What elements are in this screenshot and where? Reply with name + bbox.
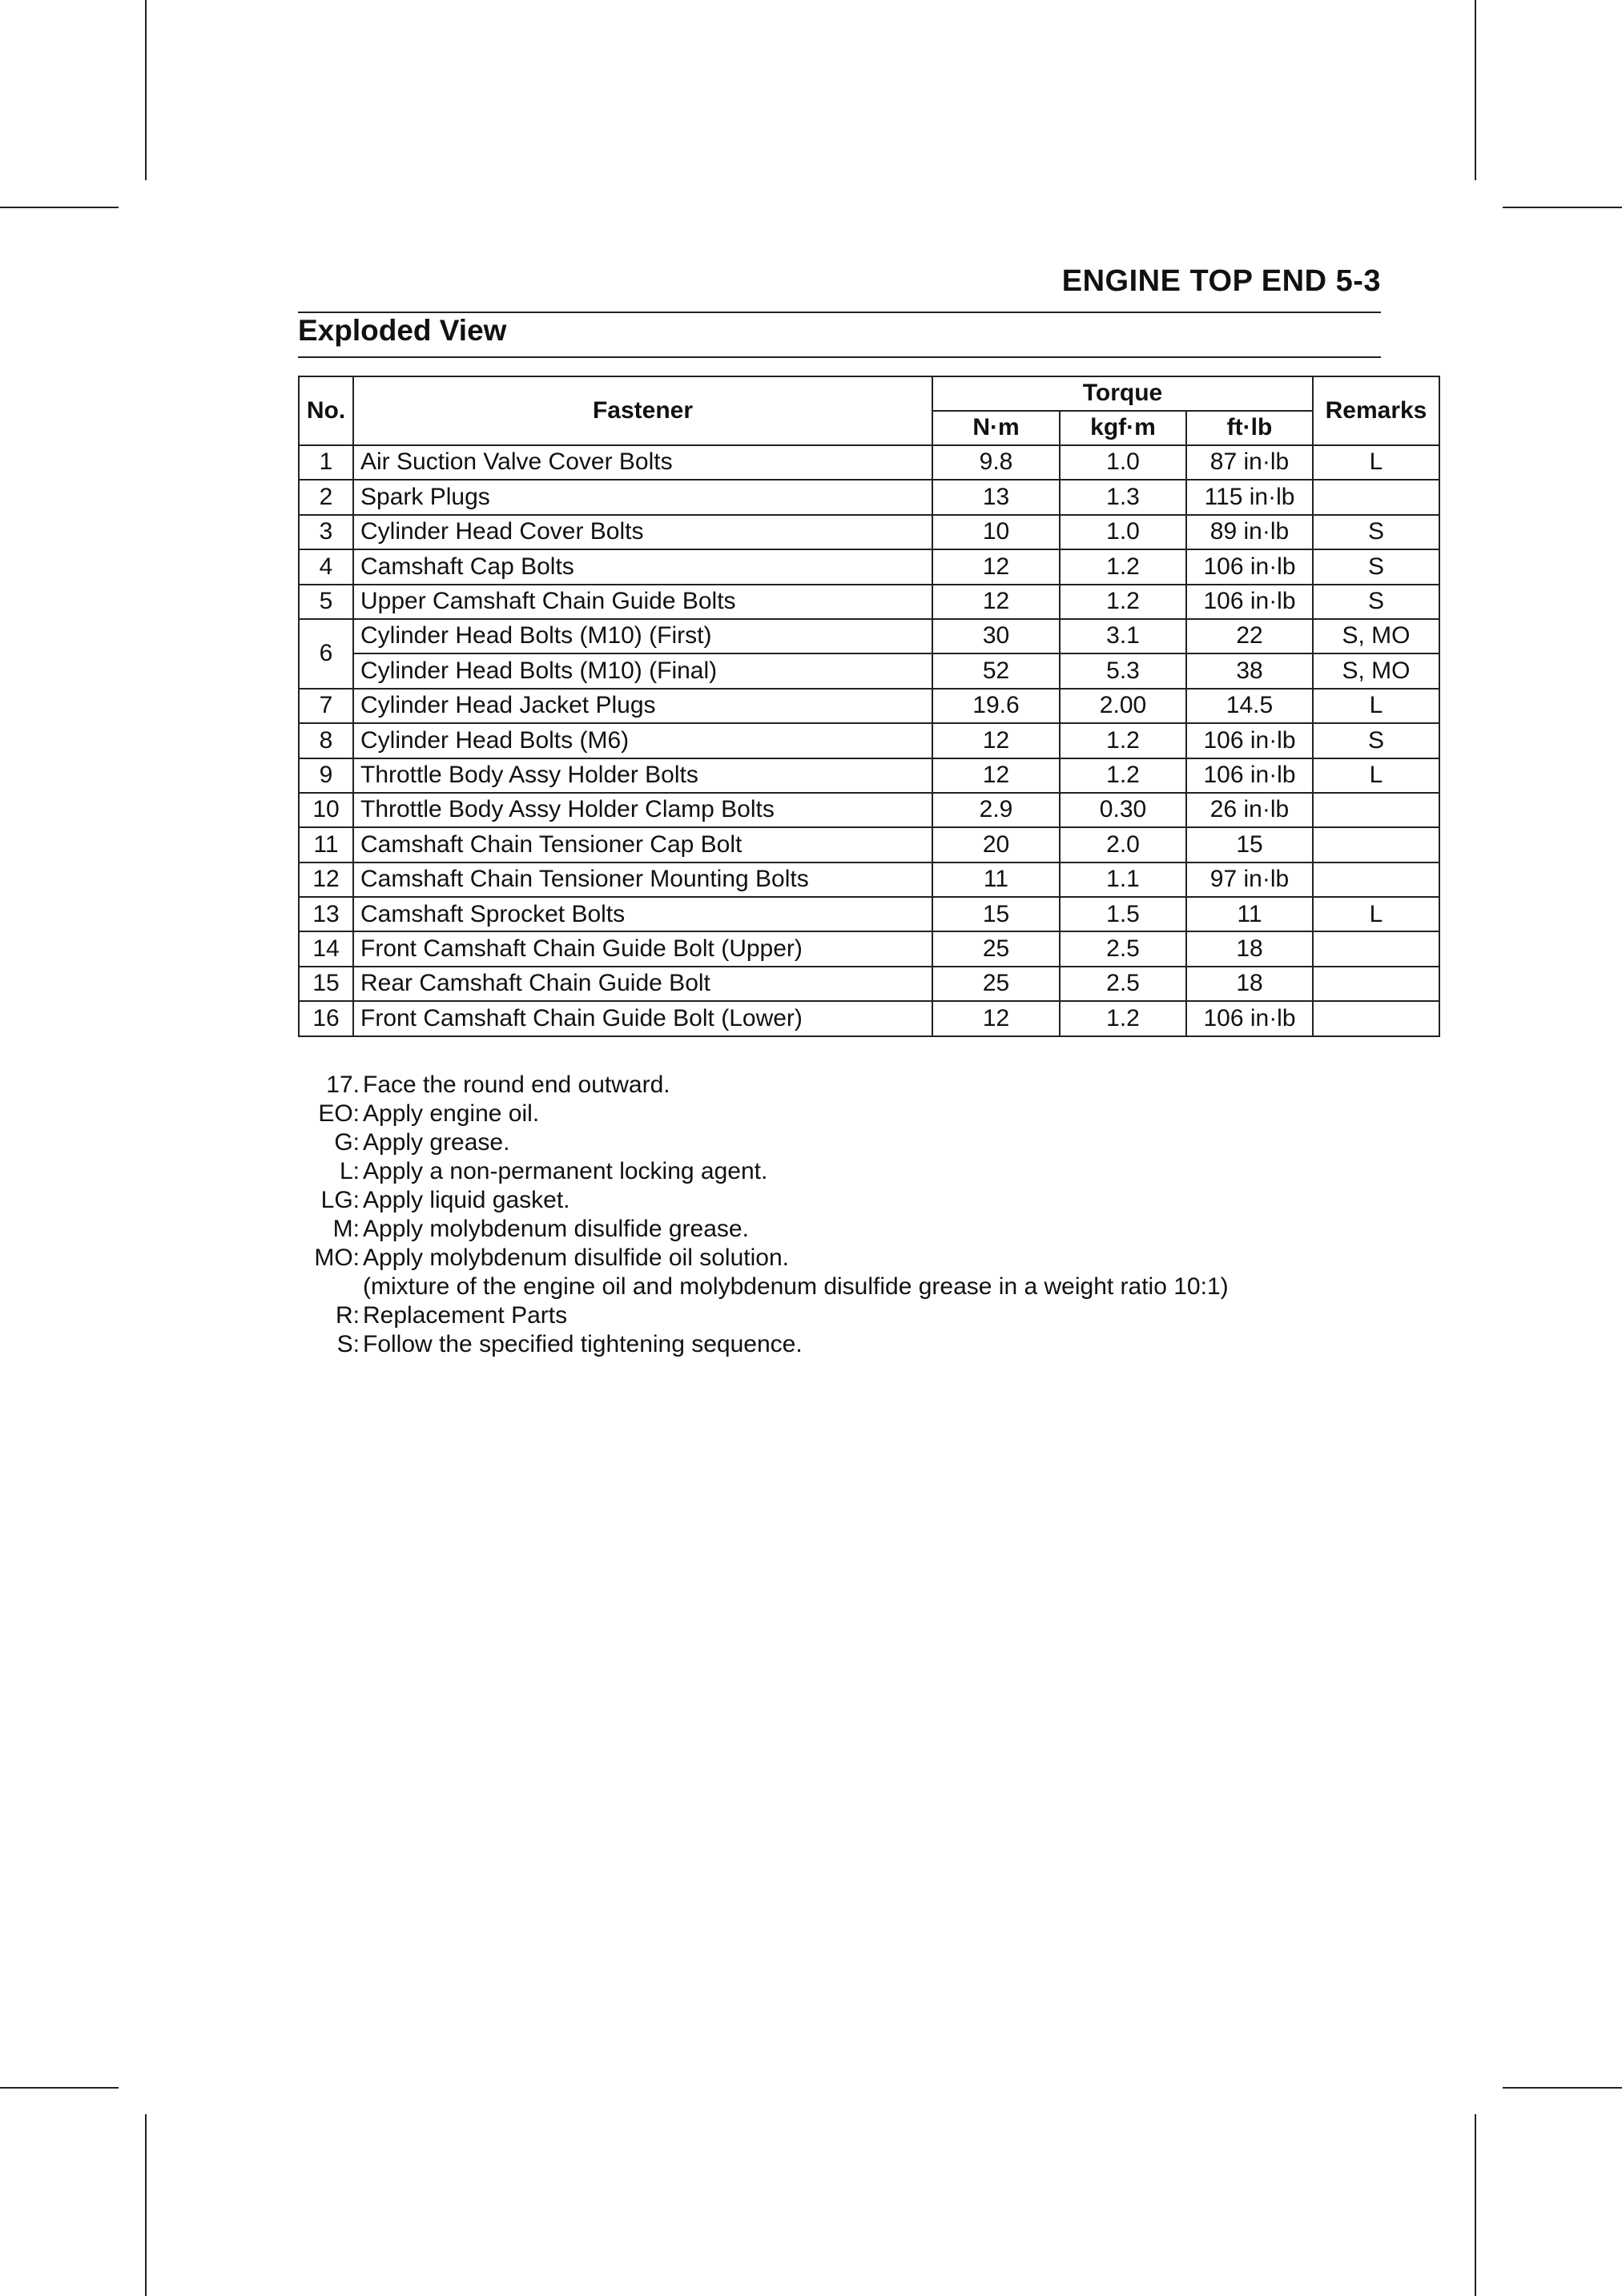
header-torque: Torque: [932, 376, 1313, 411]
remarks: S: [1313, 549, 1439, 584]
row-number: 4: [299, 549, 353, 584]
crop-mark-bottom-right: [1475, 2114, 1476, 2296]
note-key: M:: [332, 1216, 360, 1242]
note-item: [298, 1330, 1381, 1359]
note-key: 17.: [326, 1072, 360, 1098]
note-item: [298, 1244, 1381, 1273]
remarks: L: [1313, 758, 1439, 793]
note-text: Apply liquid gasket.: [363, 1187, 570, 1213]
row-number: 12: [299, 863, 353, 897]
table-row: [299, 653, 1439, 688]
torque-kgfm: 1.2: [1060, 549, 1186, 584]
remarks: [1313, 967, 1439, 1001]
table-row: [299, 619, 1439, 653]
note-key: S:: [336, 1331, 360, 1357]
torque-kgfm: 1.5: [1060, 897, 1186, 931]
remarks: L: [1313, 445, 1439, 480]
fastener-name: Cylinder Head Bolts (M10) (First): [353, 619, 932, 653]
torque-nm: 19.6: [932, 689, 1060, 723]
header-fastener: Fastener: [353, 376, 932, 445]
table-row: [299, 445, 1439, 480]
torque-kgfm: 2.5: [1060, 931, 1186, 966]
row-number: 6: [299, 619, 353, 689]
torque-kgfm: 1.0: [1060, 515, 1186, 549]
torque-ftlb: 11: [1186, 897, 1313, 931]
torque-ftlb: 15: [1186, 827, 1313, 862]
torque-kgfm: 2.0: [1060, 827, 1186, 862]
fastener-name: Camshaft Chain Tensioner Cap Bolt: [353, 827, 932, 862]
header-nm: N·m: [932, 411, 1060, 445]
note-key: MO:: [314, 1245, 360, 1271]
row-number: 13: [299, 897, 353, 931]
torque-kgfm: 1.0: [1060, 445, 1186, 480]
torque-nm: 12: [932, 723, 1060, 758]
crop-mark-top-right: [1503, 207, 1622, 208]
fastener-name: Rear Camshaft Chain Guide Bolt: [353, 967, 932, 1001]
torque-ftlb: 106 in·lb: [1186, 1001, 1313, 1035]
row-number: 7: [299, 689, 353, 723]
torque-kgfm: 0.30: [1060, 793, 1186, 827]
note-text: Apply engine oil.: [363, 1100, 540, 1127]
remarks: [1313, 863, 1439, 897]
note-text: Apply molybdenum disulfide grease.: [363, 1216, 749, 1242]
torque-kgfm: 1.3: [1060, 480, 1186, 514]
row-number: 11: [299, 827, 353, 862]
note-text: Face the round end outward.: [363, 1072, 670, 1098]
fastener-name: Cylinder Head Bolts (M6): [353, 723, 932, 758]
crop-mark-top-right: [1475, 0, 1476, 180]
table-row: [299, 723, 1439, 758]
header-ftlb: ft·lb: [1186, 411, 1313, 445]
crop-mark-bottom-left: [145, 2114, 147, 2296]
table-row: [299, 897, 1439, 931]
table-row: [299, 515, 1439, 549]
torque-table: [298, 376, 1440, 1037]
note-text: (mixture of the engine oil and molybdenum disulfide grease in a weight ratio 10:1): [363, 1273, 1229, 1300]
torque-kgfm: 1.2: [1060, 585, 1186, 619]
table-row: [299, 827, 1439, 862]
torque-ftlb: 106 in·lb: [1186, 549, 1313, 584]
table-row: [299, 863, 1439, 897]
torque-ftlb: 26 in·lb: [1186, 793, 1313, 827]
remarks: S, MO: [1313, 619, 1439, 653]
note-text: Apply molybdenum disulfide oil solution.: [363, 1245, 789, 1271]
row-number: 14: [299, 931, 353, 966]
note-key: EO:: [318, 1100, 360, 1127]
row-number: 8: [299, 723, 353, 758]
torque-ftlb: 22: [1186, 619, 1313, 653]
page-header: ENGINE TOP END 5-3: [1061, 264, 1381, 298]
table-row: [299, 549, 1439, 584]
table-row: [299, 1001, 1439, 1035]
fastener-name: Front Camshaft Chain Guide Bolt (Upper): [353, 931, 932, 966]
torque-nm: 15: [932, 897, 1060, 931]
torque-ftlb: 106 in·lb: [1186, 723, 1313, 758]
note-key: G:: [334, 1129, 360, 1156]
note-item: [298, 1186, 1381, 1215]
torque-ftlb: 38: [1186, 653, 1313, 688]
table-row: [299, 480, 1439, 514]
torque-nm: 10: [932, 515, 1060, 549]
torque-ftlb: 18: [1186, 967, 1313, 1001]
fastener-name: Cylinder Head Cover Bolts: [353, 515, 932, 549]
crop-mark-bottom-left: [0, 2087, 119, 2089]
crop-mark-top-left: [0, 207, 119, 208]
remarks: L: [1313, 897, 1439, 931]
note-item: [298, 1100, 1381, 1128]
note-item: [298, 1215, 1381, 1244]
remarks: [1313, 480, 1439, 514]
torque-nm: 12: [932, 1001, 1060, 1035]
torque-kgfm: 1.2: [1060, 758, 1186, 793]
fastener-name: Camshaft Chain Tensioner Mounting Bolts: [353, 863, 932, 897]
torque-kgfm: 2.5: [1060, 967, 1186, 1001]
torque-nm: 12: [932, 758, 1060, 793]
torque-ftlb: 89 in·lb: [1186, 515, 1313, 549]
legend-notes: [298, 1071, 1381, 1359]
table-row: [299, 758, 1439, 793]
torque-ftlb: 106 in·lb: [1186, 585, 1313, 619]
note-item: [298, 1071, 1381, 1100]
torque-nm: 9.8: [932, 445, 1060, 480]
row-number: 9: [299, 758, 353, 793]
row-number: 1: [299, 445, 353, 480]
row-number: 15: [299, 967, 353, 1001]
torque-nm: 25: [932, 931, 1060, 966]
table-row: [299, 585, 1439, 619]
table-row: [299, 967, 1439, 1001]
row-number: 16: [299, 1001, 353, 1035]
crop-mark-bottom-right: [1503, 2087, 1622, 2089]
note-item: [298, 1273, 1381, 1301]
fastener-name: Front Camshaft Chain Guide Bolt (Lower): [353, 1001, 932, 1035]
header-kgfm: kgf·m: [1060, 411, 1186, 445]
row-number: 5: [299, 585, 353, 619]
section-title: Exploded View: [298, 314, 507, 347]
header-remarks: Remarks: [1313, 376, 1439, 445]
remarks: S: [1313, 515, 1439, 549]
note-text: Replacement Parts: [363, 1302, 568, 1329]
torque-kgfm: 3.1: [1060, 619, 1186, 653]
fastener-name: Throttle Body Assy Holder Bolts: [353, 758, 932, 793]
fastener-name: Throttle Body Assy Holder Clamp Bolts: [353, 793, 932, 827]
torque-nm: 12: [932, 585, 1060, 619]
header-no: No.: [299, 376, 353, 445]
torque-ftlb: 87 in·lb: [1186, 445, 1313, 480]
note-item: [298, 1301, 1381, 1330]
row-number: 2: [299, 480, 353, 514]
fastener-name: Camshaft Sprocket Bolts: [353, 897, 932, 931]
row-number: 3: [299, 515, 353, 549]
note-key: [298, 1273, 360, 1301]
note-text: Apply a non-permanent locking agent.: [363, 1158, 768, 1184]
remarks: [1313, 793, 1439, 827]
remarks: S: [1313, 723, 1439, 758]
row-number: 10: [299, 793, 353, 827]
note-key: R:: [336, 1302, 360, 1329]
remarks: [1313, 827, 1439, 862]
note-key: LG:: [320, 1187, 360, 1213]
torque-kgfm: 1.2: [1060, 1001, 1186, 1035]
torque-ftlb: 115 in·lb: [1186, 480, 1313, 514]
fastener-name: Cylinder Head Bolts (M10) (Final): [353, 653, 932, 688]
torque-nm: 25: [932, 967, 1060, 1001]
torque-nm: 2.9: [932, 793, 1060, 827]
remarks: [1313, 1001, 1439, 1035]
torque-kgfm: 1.2: [1060, 723, 1186, 758]
crop-mark-top-left: [145, 0, 147, 180]
note-text: Apply grease.: [363, 1129, 510, 1156]
torque-ftlb: 97 in·lb: [1186, 863, 1313, 897]
remarks: S: [1313, 585, 1439, 619]
torque-nm: 13: [932, 480, 1060, 514]
table-row: [299, 931, 1439, 966]
fastener-name: Cylinder Head Jacket Plugs: [353, 689, 932, 723]
torque-nm: 52: [932, 653, 1060, 688]
torque-ftlb: 106 in·lb: [1186, 758, 1313, 793]
torque-ftlb: 14.5: [1186, 689, 1313, 723]
fastener-name: Air Suction Valve Cover Bolts: [353, 445, 932, 480]
fastener-name: Upper Camshaft Chain Guide Bolts: [353, 585, 932, 619]
torque-kgfm: 5.3: [1060, 653, 1186, 688]
torque-kgfm: 1.1: [1060, 863, 1186, 897]
note-text: Follow the specified tightening sequence.: [363, 1331, 803, 1357]
note-item: [298, 1128, 1381, 1157]
remarks: S, MO: [1313, 653, 1439, 688]
note-item: [298, 1157, 1381, 1186]
torque-nm: 20: [932, 827, 1060, 862]
header-rule: [298, 312, 1381, 313]
table-row: [299, 793, 1439, 827]
note-key: L:: [339, 1158, 360, 1184]
remarks: L: [1313, 689, 1439, 723]
torque-nm: 12: [932, 549, 1060, 584]
torque-nm: 30: [932, 619, 1060, 653]
section-rule: [298, 356, 1381, 358]
torque-kgfm: 2.00: [1060, 689, 1186, 723]
table-row: [299, 689, 1439, 723]
fastener-name: Spark Plugs: [353, 480, 932, 514]
torque-ftlb: 18: [1186, 931, 1313, 966]
torque-nm: 11: [932, 863, 1060, 897]
fastener-name: Camshaft Cap Bolts: [353, 549, 932, 584]
remarks: [1313, 931, 1439, 966]
